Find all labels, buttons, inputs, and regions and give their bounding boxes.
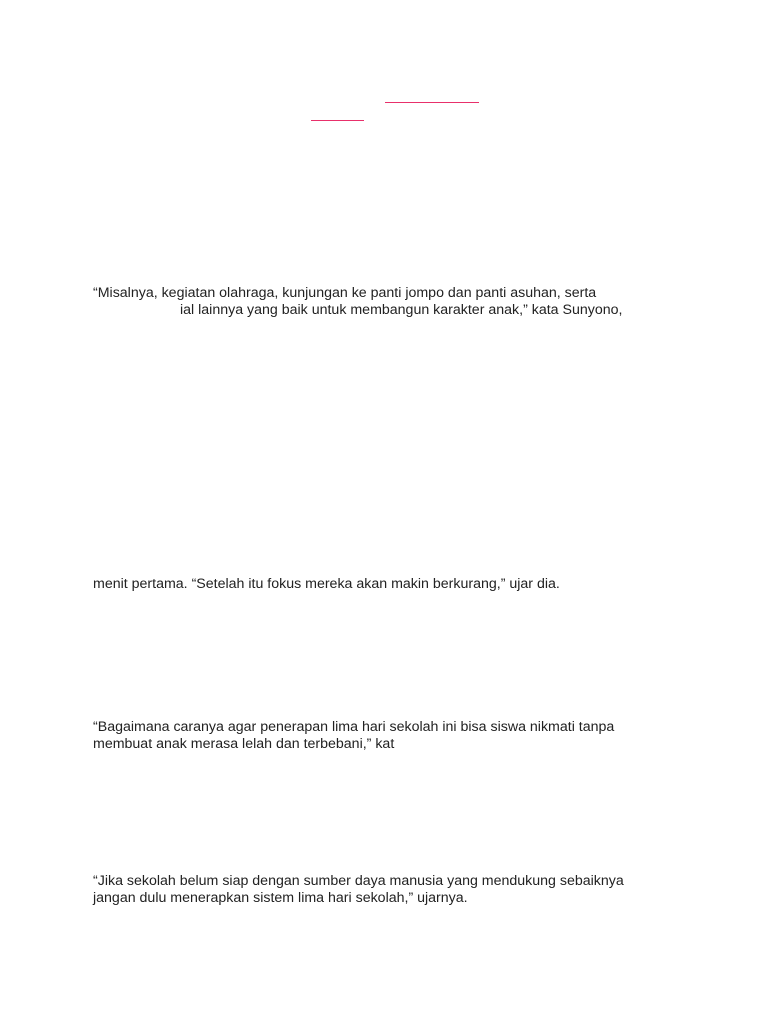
- paragraph-quote-bagaimana: [93, 719, 693, 753]
- link-underline-2[interactable]: [311, 120, 364, 121]
- paragraph-line: membuat anak merasa lelah dan terbebani,” kat: [93, 736, 395, 752]
- paragraph-line: “Misalnya, kegiatan olahraga, kunjungan ke panti jompo dan panti asuhan, serta: [93, 285, 597, 301]
- link-underline-1[interactable]: [385, 102, 479, 103]
- paragraph-focus: [93, 576, 693, 593]
- paragraph-quote-jika: [93, 873, 693, 907]
- paragraph-line: jangan dulu menerapkan sistem lima hari sekolah,” ujarnya.: [93, 890, 468, 906]
- paragraph-line: menit pertama. “Setelah itu fokus mereka akan makin berkurang,” ujar dia.: [93, 576, 560, 592]
- paragraph-line: “Jika sekolah belum siap dengan sumber daya manusia yang mendukung sebaiknya: [93, 873, 624, 889]
- paragraph-line: “Bagaimana caranya agar penerapan lima hari sekolah ini bisa siswa nikmati tanpa: [93, 719, 615, 735]
- paragraph-quote-sunyono: [93, 285, 693, 319]
- paragraph-line: ial lainnya yang baik untuk membangun karakter anak,” kata Sunyono,: [180, 302, 623, 318]
